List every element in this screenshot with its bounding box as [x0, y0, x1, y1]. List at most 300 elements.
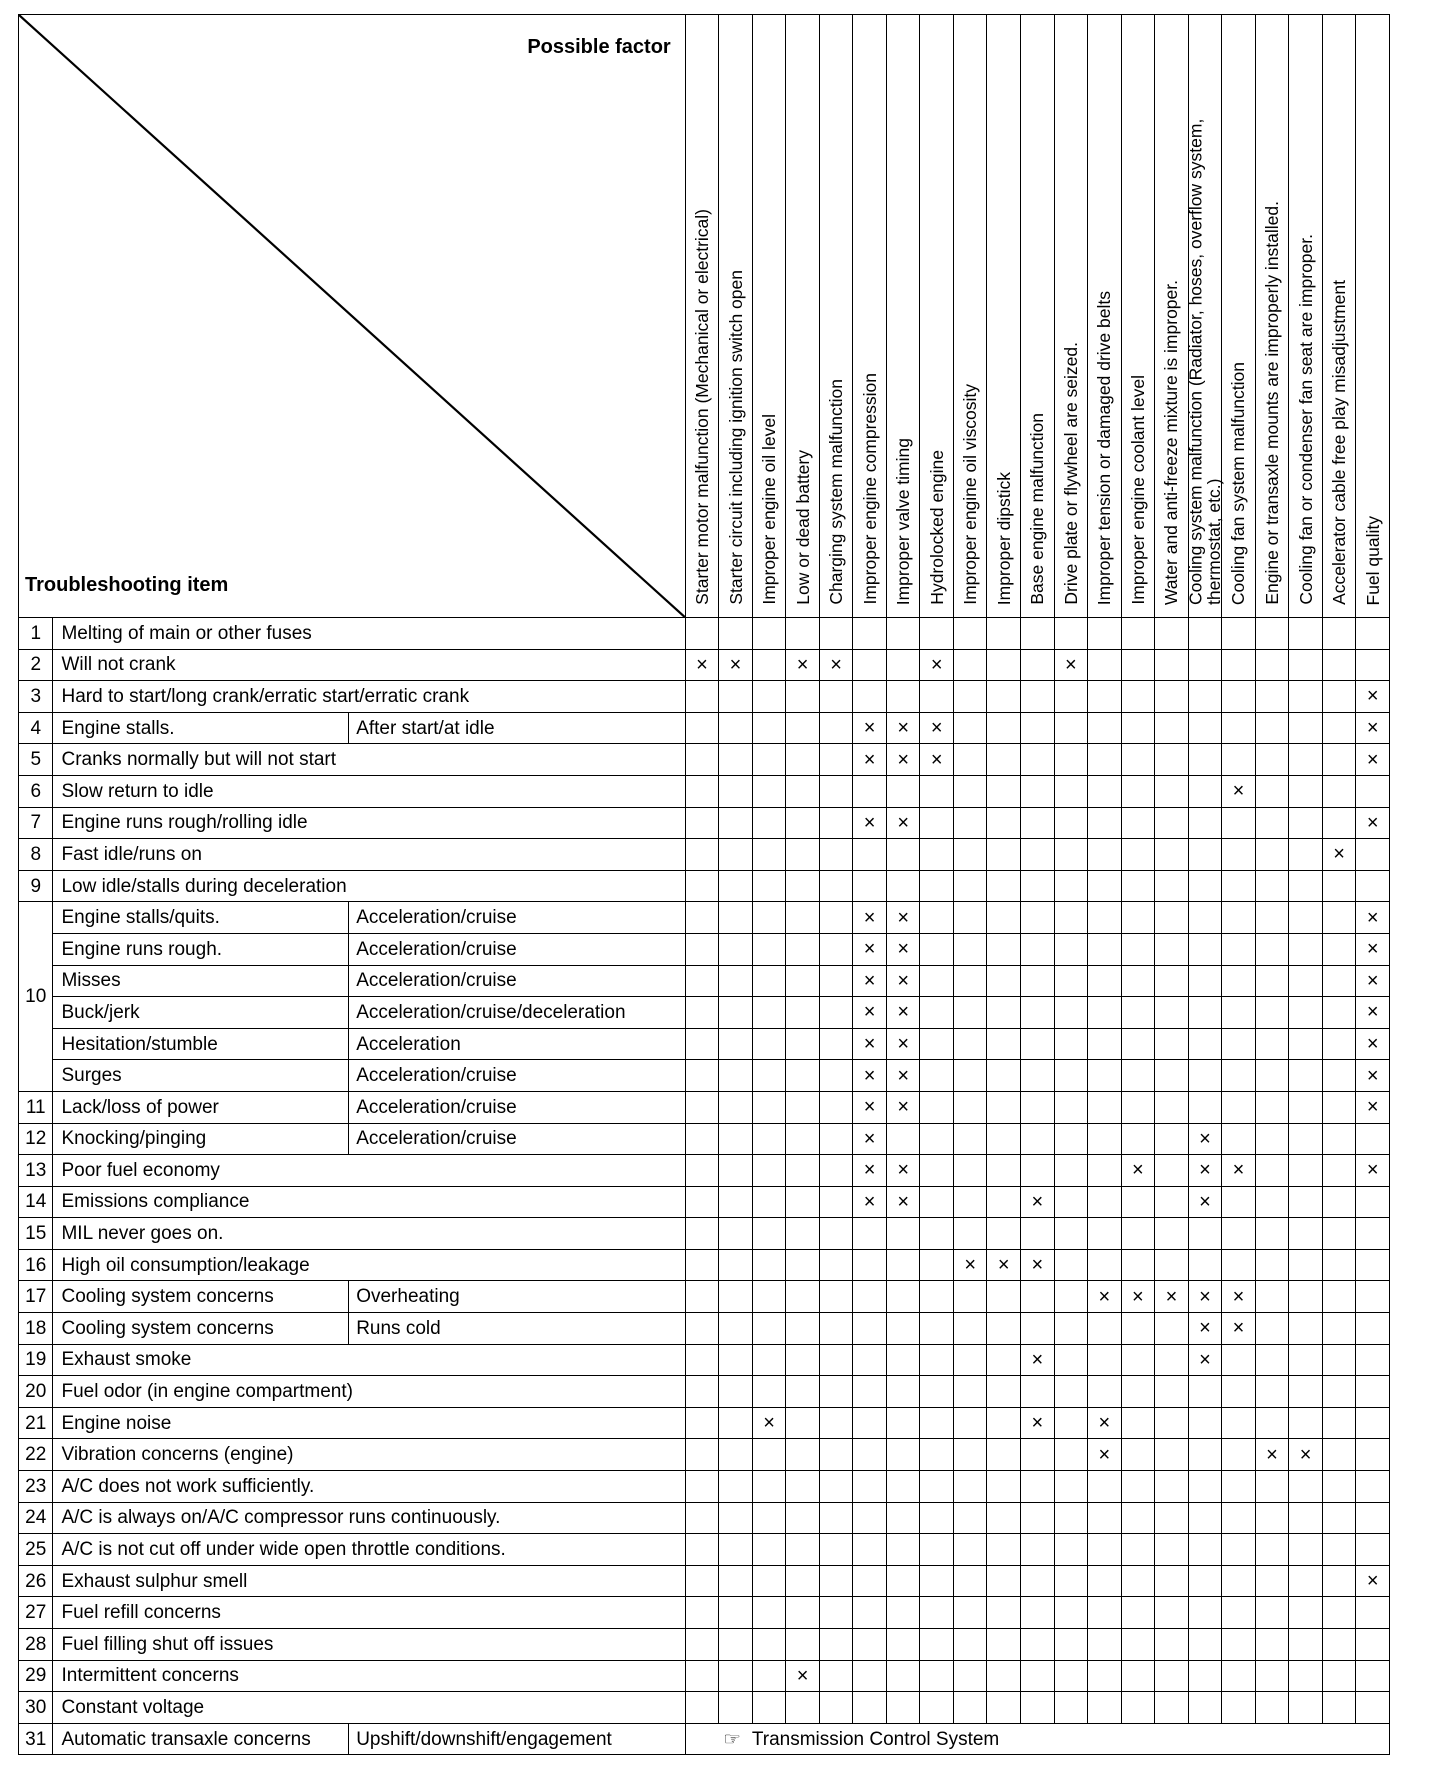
troubleshooting-item: Engine runs rough/rolling idle: [53, 807, 685, 839]
troubleshooting-item: Intermittent concerns: [53, 1660, 685, 1692]
matrix-cell: [786, 1344, 820, 1376]
matrix-cell: [920, 1629, 954, 1661]
matrix-cell: [1356, 1407, 1390, 1439]
matrix-cell: [719, 1692, 753, 1724]
matrix-cell: [1155, 1060, 1189, 1092]
matrix-cell: [886, 997, 920, 1029]
matrix-cell: [1155, 712, 1189, 744]
cross-mark-icon: ×: [1366, 1096, 1379, 1119]
matrix-cell: [1155, 1534, 1189, 1566]
cross-mark-icon: ×: [1232, 1285, 1245, 1308]
factor-header: [786, 15, 820, 618]
matrix-cell: [1322, 1376, 1356, 1408]
cross-mark-icon: ×: [1232, 1317, 1245, 1340]
matrix-cell: [953, 1407, 987, 1439]
matrix-cell: [685, 1660, 719, 1692]
troubleshooting-item: Melting of main or other fuses: [53, 618, 685, 650]
troubleshooting-table: [18, 14, 1390, 1755]
matrix-cell: [1021, 744, 1055, 776]
matrix-cell: [853, 1249, 887, 1281]
factor-header: [920, 15, 954, 618]
matrix-cell: [786, 902, 820, 934]
matrix-cell: [1088, 712, 1122, 744]
factor-label: Hydrolocked engine: [926, 450, 947, 605]
matrix-cell: [1356, 1471, 1390, 1503]
matrix-cell: [685, 1060, 719, 1092]
matrix-cell: [1289, 1660, 1323, 1692]
matrix-cell: [1188, 1565, 1222, 1597]
matrix-cell: [953, 1313, 987, 1345]
matrix-cell: [1121, 997, 1155, 1029]
matrix-cell: [786, 1660, 820, 1692]
matrix-cell: [920, 1565, 954, 1597]
row-number: 15: [19, 1218, 53, 1250]
factor-header: [853, 15, 887, 618]
matrix-cell: [853, 933, 887, 965]
matrix-cell: [853, 1218, 887, 1250]
matrix-cell: [953, 870, 987, 902]
matrix-cell: [886, 839, 920, 871]
matrix-cell: [1356, 681, 1390, 713]
matrix-cell: [853, 902, 887, 934]
row-number: 26: [19, 1565, 53, 1597]
cross-mark-icon: ×: [1199, 1159, 1211, 1182]
row-number: 14: [19, 1186, 53, 1218]
matrix-cell: [1188, 1407, 1222, 1439]
cross-mark-icon: ×: [1064, 653, 1077, 676]
matrix-cell: [1289, 1407, 1323, 1439]
cross-mark-icon: ×: [1366, 811, 1379, 834]
matrix-cell: [987, 1313, 1021, 1345]
matrix-cell: [719, 997, 753, 1029]
matrix-cell: [719, 618, 753, 650]
matrix-cell: [1021, 870, 1055, 902]
matrix-cell: [752, 1249, 786, 1281]
matrix-cell: [1222, 1060, 1256, 1092]
matrix-cell: [1155, 1502, 1189, 1534]
cross-mark-icon: ×: [1098, 1412, 1111, 1435]
matrix-cell: [1088, 1565, 1122, 1597]
matrix-cell: [1188, 1218, 1222, 1250]
matrix-cell: [719, 1439, 753, 1471]
matrix-cell: [1322, 1502, 1356, 1534]
matrix-cell: [1356, 839, 1390, 871]
matrix-cell: [819, 1091, 853, 1123]
item-condition: Acceleration/cruise: [349, 933, 686, 965]
matrix-cell: [1088, 681, 1122, 713]
matrix-cell: [719, 744, 753, 776]
matrix-cell: [1121, 1091, 1155, 1123]
matrix-cell: [1188, 1597, 1222, 1629]
matrix-cell: [1222, 1218, 1256, 1250]
matrix-cell: [685, 1249, 719, 1281]
troubleshooting-item: MIL never goes on.: [53, 1218, 685, 1250]
troubleshooting-item: Fuel refill concerns: [53, 1597, 685, 1629]
matrix-cell: [1121, 1692, 1155, 1724]
matrix-cell: [920, 997, 954, 1029]
matrix-cell: [786, 1060, 820, 1092]
matrix-cell: [1322, 1597, 1356, 1629]
matrix-cell: [1155, 775, 1189, 807]
matrix-cell: [819, 1471, 853, 1503]
matrix-cell: [853, 839, 887, 871]
matrix-cell: [1121, 681, 1155, 713]
matrix-cell: [1255, 1376, 1289, 1408]
matrix-cell: [1322, 1660, 1356, 1692]
matrix-cell: [1021, 618, 1055, 650]
matrix-cell: [1289, 1692, 1323, 1724]
cross-mark-icon: ×: [1333, 843, 1345, 866]
matrix-cell: [920, 681, 954, 713]
matrix-cell: [1054, 1534, 1088, 1566]
factor-header: [685, 15, 719, 618]
row-number: 2: [19, 649, 53, 681]
matrix-cell: [719, 1376, 753, 1408]
cross-mark-icon: ×: [1199, 1127, 1211, 1150]
matrix-cell: [719, 712, 753, 744]
matrix-cell: [987, 1123, 1021, 1155]
matrix-cell: [920, 1597, 954, 1629]
matrix-cell: [1121, 1471, 1155, 1503]
matrix-cell: [685, 1155, 719, 1187]
matrix-cell: [1088, 1407, 1122, 1439]
matrix-cell: [752, 839, 786, 871]
matrix-cell: [752, 933, 786, 965]
matrix-cell: [953, 1344, 987, 1376]
matrix-cell: [1054, 1186, 1088, 1218]
matrix-cell: [1054, 1218, 1088, 1250]
matrix-cell: [1188, 1502, 1222, 1534]
matrix-cell: [953, 712, 987, 744]
matrix-cell: [920, 775, 954, 807]
matrix-cell: [786, 1692, 820, 1724]
table-row: [19, 933, 1390, 965]
matrix-cell: [987, 618, 1021, 650]
matrix-cell: [1054, 1629, 1088, 1661]
matrix-cell: [1054, 1281, 1088, 1313]
cross-mark-icon: ×: [863, 748, 876, 771]
matrix-cell: [886, 1692, 920, 1724]
matrix-cell: [920, 839, 954, 871]
matrix-cell: [1155, 1218, 1189, 1250]
matrix-cell: [719, 649, 753, 681]
matrix-cell: [886, 1155, 920, 1187]
factor-header: [953, 15, 987, 618]
cross-mark-icon: ×: [1199, 1317, 1211, 1340]
matrix-cell: [1021, 1534, 1055, 1566]
matrix-cell: [1255, 1155, 1289, 1187]
matrix-cell: [1088, 1186, 1122, 1218]
matrix-cell: [987, 681, 1021, 713]
matrix-cell: [1322, 1091, 1356, 1123]
cross-mark-icon: ×: [863, 717, 876, 740]
matrix-cell: [685, 1376, 719, 1408]
matrix-cell: [1356, 1313, 1390, 1345]
matrix-cell: [1121, 1249, 1155, 1281]
matrix-cell: [953, 775, 987, 807]
matrix-cell: [1289, 807, 1323, 839]
troubleshooting-item: Fast idle/runs on: [53, 839, 685, 871]
matrix-cell: [920, 1028, 954, 1060]
matrix-cell: [920, 1218, 954, 1250]
matrix-cell: [920, 1376, 954, 1408]
matrix-cell: [953, 1660, 987, 1692]
matrix-cell: [752, 1534, 786, 1566]
matrix-cell: [953, 1091, 987, 1123]
factor-label: Base engine malfunction: [1027, 413, 1048, 605]
matrix-cell: [819, 1123, 853, 1155]
matrix-cell: [819, 1186, 853, 1218]
matrix-cell: [987, 1060, 1021, 1092]
matrix-cell: [1188, 1439, 1222, 1471]
table-row: [19, 1028, 1390, 1060]
matrix-cell: [719, 1407, 753, 1439]
matrix-cell: [819, 902, 853, 934]
matrix-cell: [886, 1344, 920, 1376]
cross-mark-icon: ×: [796, 1664, 809, 1687]
table-row: [19, 1249, 1390, 1281]
matrix-cell: [1155, 1123, 1189, 1155]
reference-note-text[interactable]: Transmission Control System: [751, 1728, 1000, 1750]
matrix-cell: [1121, 618, 1155, 650]
cross-mark-icon: ×: [897, 906, 909, 929]
cross-mark-icon: ×: [1366, 748, 1379, 771]
troubleshooting-item: Cranks normally but will not start: [53, 744, 685, 776]
table-row: [19, 1123, 1390, 1155]
matrix-cell: [987, 1186, 1021, 1218]
cross-mark-icon: ×: [897, 938, 909, 961]
table-row: [19, 1281, 1390, 1313]
matrix-cell: [1054, 744, 1088, 776]
matrix-cell: [752, 1060, 786, 1092]
matrix-cell: [1188, 839, 1222, 871]
matrix-cell: [1255, 807, 1289, 839]
matrix-cell: [953, 618, 987, 650]
table-row: [19, 1091, 1390, 1123]
matrix-cell: [1088, 775, 1122, 807]
cross-mark-icon: ×: [1266, 1443, 1278, 1466]
matrix-cell: [819, 933, 853, 965]
matrix-cell: [1222, 1313, 1256, 1345]
matrix-cell: [1088, 1439, 1122, 1471]
matrix-cell: [752, 1439, 786, 1471]
matrix-cell: [1155, 1186, 1189, 1218]
row-number: 19: [19, 1344, 53, 1376]
matrix-cell: [987, 1091, 1021, 1123]
matrix-cell: [1021, 1028, 1055, 1060]
matrix-cell: [1054, 1407, 1088, 1439]
matrix-cell: [1021, 965, 1055, 997]
matrix-cell: [1088, 1660, 1122, 1692]
matrix-cell: [1222, 618, 1256, 650]
matrix-cell: [719, 870, 753, 902]
matrix-cell: [1356, 1692, 1390, 1724]
matrix-cell: [685, 1597, 719, 1629]
matrix-cell: [987, 1281, 1021, 1313]
matrix-cell: [1021, 1597, 1055, 1629]
reference-note: [685, 1723, 1389, 1755]
troubleshooting-item: Constant voltage: [53, 1692, 685, 1724]
matrix-cell: [1255, 1028, 1289, 1060]
matrix-cell: [1356, 933, 1390, 965]
matrix-cell: [920, 807, 954, 839]
troubleshooting-item: Low idle/stalls during deceleration: [53, 870, 685, 902]
matrix-cell: [920, 649, 954, 681]
matrix-cell: [819, 1028, 853, 1060]
matrix-cell: [953, 681, 987, 713]
cross-mark-icon: ×: [1132, 1285, 1144, 1308]
matrix-cell: [786, 649, 820, 681]
matrix-cell: [1021, 807, 1055, 839]
matrix-cell: [1322, 1692, 1356, 1724]
item-condition: Acceleration/cruise: [349, 1123, 686, 1155]
matrix-cell: [719, 1344, 753, 1376]
row-number: 6: [19, 775, 53, 807]
matrix-cell: [1088, 1249, 1122, 1281]
matrix-cell: [1188, 1376, 1222, 1408]
matrix-cell: [920, 744, 954, 776]
cross-mark-icon: ×: [1366, 1033, 1379, 1056]
matrix-cell: [1054, 1091, 1088, 1123]
matrix-cell: [752, 1629, 786, 1661]
matrix-cell: [1155, 870, 1189, 902]
matrix-cell: [987, 744, 1021, 776]
matrix-cell: [1222, 1565, 1256, 1597]
matrix-cell: [987, 712, 1021, 744]
cross-mark-icon: ×: [1199, 1348, 1211, 1371]
matrix-cell: [685, 1281, 719, 1313]
matrix-cell: [719, 807, 753, 839]
cross-mark-icon: ×: [897, 1033, 909, 1056]
matrix-cell: [1188, 1249, 1222, 1281]
matrix-cell: [752, 1281, 786, 1313]
matrix-cell: [819, 1281, 853, 1313]
matrix-cell: [819, 1692, 853, 1724]
matrix-cell: [685, 681, 719, 713]
matrix-cell: [1021, 1471, 1055, 1503]
matrix-cell: [853, 1313, 887, 1345]
factor-label: Cooling fan system malfunction: [1228, 361, 1249, 605]
factor-header: [1088, 15, 1122, 618]
row-number: 25: [19, 1534, 53, 1566]
matrix-cell: [1188, 1471, 1222, 1503]
matrix-cell: [1289, 618, 1323, 650]
matrix-cell: [1021, 1155, 1055, 1187]
matrix-cell: [853, 1471, 887, 1503]
matrix-cell: [786, 1281, 820, 1313]
matrix-cell: [1088, 1502, 1122, 1534]
table-row: [19, 1723, 1390, 1755]
matrix-cell: [1021, 1060, 1055, 1092]
matrix-cell: [786, 1155, 820, 1187]
row-number: 7: [19, 807, 53, 839]
matrix-cell: [685, 775, 719, 807]
matrix-cell: [1121, 1629, 1155, 1661]
matrix-cell: [752, 1344, 786, 1376]
troubleshooting-item: Automatic transaxle concerns: [53, 1723, 349, 1755]
matrix-cell: [685, 712, 719, 744]
cross-mark-icon: ×: [930, 653, 943, 676]
matrix-cell: [1255, 681, 1289, 713]
matrix-cell: [685, 1344, 719, 1376]
factor-label: Engine or transaxle mounts are improperly installed.: [1261, 201, 1282, 605]
matrix-cell: [1121, 965, 1155, 997]
matrix-cell: [1121, 1344, 1155, 1376]
cross-mark-icon: ×: [696, 653, 708, 676]
matrix-cell: [920, 1471, 954, 1503]
matrix-cell: [1021, 775, 1055, 807]
matrix-cell: [1054, 1439, 1088, 1471]
matrix-cell: [1255, 1660, 1289, 1692]
matrix-cell: [1088, 1028, 1122, 1060]
factor-label: Improper tension or damaged drive belts: [1094, 290, 1115, 605]
matrix-cell: [853, 1439, 887, 1471]
matrix-cell: [953, 1534, 987, 1566]
matrix-cell: [752, 649, 786, 681]
matrix-cell: [1021, 681, 1055, 713]
matrix-cell: [786, 1123, 820, 1155]
matrix-cell: [1255, 1123, 1289, 1155]
matrix-cell: [920, 1249, 954, 1281]
troubleshooting-item: Engine runs rough.: [53, 933, 349, 965]
matrix-cell: [719, 1091, 753, 1123]
matrix-cell: [685, 965, 719, 997]
matrix-cell: [953, 649, 987, 681]
matrix-cell: [1289, 997, 1323, 1029]
matrix-cell: [987, 870, 1021, 902]
matrix-cell: [1021, 1565, 1055, 1597]
matrix-cell: [1356, 870, 1390, 902]
matrix-cell: [1088, 1281, 1122, 1313]
matrix-cell: [1021, 1660, 1055, 1692]
matrix-cell: [1222, 1439, 1256, 1471]
matrix-cell: [1188, 1155, 1222, 1187]
row-number: 18: [19, 1313, 53, 1345]
matrix-cell: [685, 902, 719, 934]
matrix-cell: [987, 1439, 1021, 1471]
cross-mark-icon: ×: [863, 1001, 876, 1024]
matrix-cell: [920, 1344, 954, 1376]
item-condition: Acceleration/cruise: [349, 1060, 686, 1092]
matrix-cell: [1322, 1313, 1356, 1345]
cross-mark-icon: ×: [1199, 1190, 1211, 1213]
matrix-cell: [953, 1502, 987, 1534]
matrix-cell: [886, 1060, 920, 1092]
matrix-cell: [853, 1155, 887, 1187]
matrix-cell: [886, 712, 920, 744]
matrix-cell: [886, 807, 920, 839]
diagonal-line: [19, 15, 685, 617]
troubleshooting-item-label: Troubleshooting item: [25, 574, 229, 596]
troubleshooting-item: Fuel odor (in engine compartment): [53, 1376, 685, 1408]
matrix-cell: [953, 1565, 987, 1597]
matrix-cell: [819, 1249, 853, 1281]
matrix-cell: [1054, 839, 1088, 871]
matrix-cell: [1356, 775, 1390, 807]
matrix-cell: [786, 1407, 820, 1439]
matrix-cell: [1155, 681, 1189, 713]
row-number: 3: [19, 681, 53, 713]
matrix-cell: [987, 839, 1021, 871]
factor-label: Water and anti-freeze mixture is improper.: [1161, 279, 1182, 605]
matrix-cell: [1188, 1281, 1222, 1313]
matrix-cell: [1322, 1471, 1356, 1503]
table-row: [19, 649, 1390, 681]
cross-mark-icon: ×: [897, 811, 909, 834]
factor-header: [987, 15, 1021, 618]
row-number: 1: [19, 618, 53, 650]
matrix-cell: [1188, 1344, 1222, 1376]
